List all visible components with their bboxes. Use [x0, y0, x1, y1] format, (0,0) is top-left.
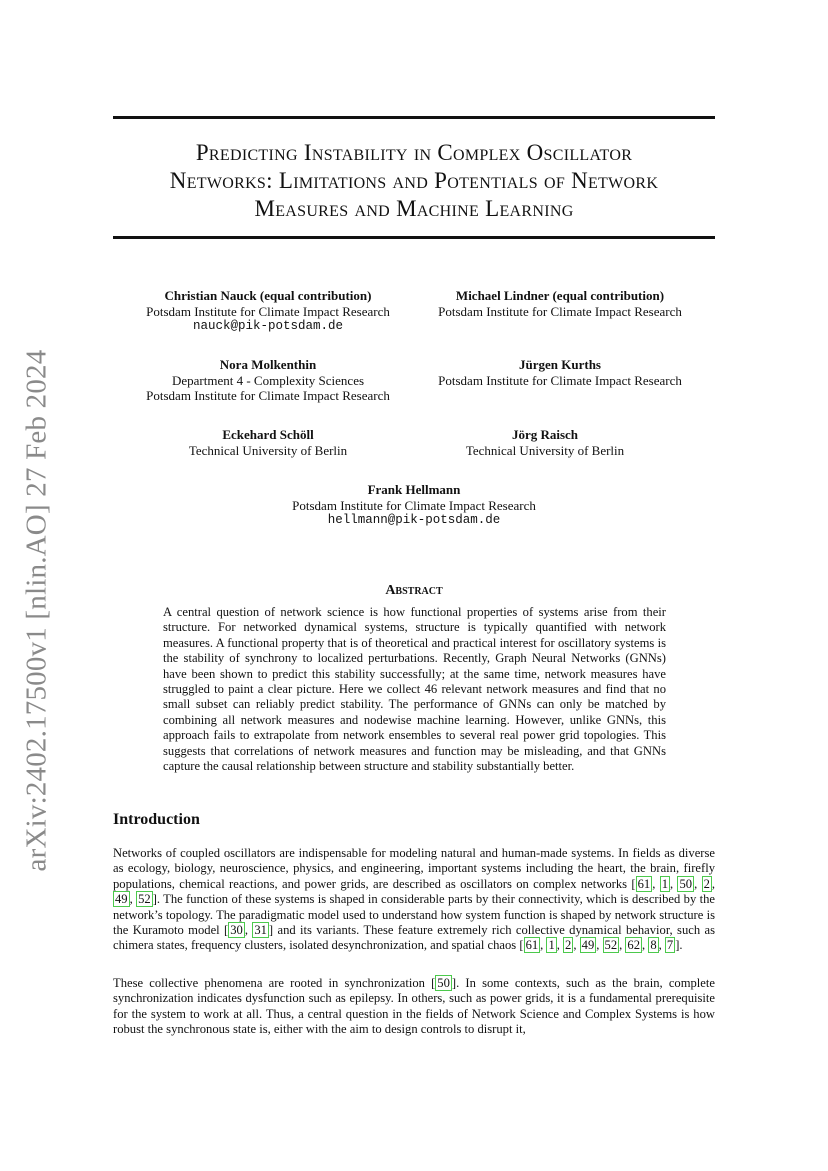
author-affiliation: Potsdam Institute for Climate Impact Research — [438, 303, 682, 319]
paragraph-text: , — [556, 938, 564, 953]
paragraph-text: , — [652, 876, 660, 891]
paragraph-text: , — [669, 876, 678, 891]
introduction-paragraph — [113, 846, 715, 954]
author-affiliation: Technical University of Berlin — [465, 442, 625, 458]
paragraph-text: Networks of coupled oscillators are indispensable for modeling natural and human-made systems. In fields as diverse as ecology, biology, neuroscience, physics, and engineering, important systems including the heart, the brain, firefly populations, chemical reactions, and power grids, are described as oscillators on complex networks [ — [113, 846, 715, 891]
author-block — [400, 357, 720, 388]
paragraph-text: , — [244, 923, 253, 938]
citation-link[interactable]: 61 — [637, 876, 651, 891]
title-line: Predicting Instability in Complex Oscillator — [195, 140, 633, 165]
author-affiliation: Potsdam Institute for Climate Impact Research — [438, 372, 682, 388]
paragraph-text: , — [596, 938, 603, 953]
author-affiliation: Department 4 - Complexity Sciences — [171, 372, 365, 388]
paragraph-text: , — [694, 876, 702, 891]
citation-link[interactable]: 1 — [548, 938, 555, 953]
abstract-heading: Abstract — [385, 583, 443, 598]
title-rule-top — [113, 116, 715, 119]
citation-link[interactable]: 49 — [115, 892, 128, 907]
paragraph-text: , — [619, 938, 626, 953]
author-name: Frank Hellmann — [367, 482, 461, 497]
author-block — [254, 482, 574, 529]
author-block — [400, 288, 720, 319]
author-name: Christian Nauck (equal contribution) — [164, 288, 372, 303]
author-block — [108, 357, 428, 404]
citation-link[interactable]: 7 — [666, 938, 674, 953]
paragraph-text: ]. The function of these systems is shaped in considerable parts by their connectivity, which is described by the network’s topology. The paradigmatic model used to understand how system function is shaped by network structure is the Kuramoto model [ — [113, 892, 715, 938]
title-line: Networks: Limitations and Potentials of Network — [169, 168, 659, 193]
citation-link[interactable]: 52 — [604, 938, 618, 953]
section-heading-introduction: Introduction — [113, 811, 200, 828]
author-block — [108, 288, 428, 335]
author-affiliation: Technical University of Berlin — [188, 442, 348, 458]
author-name: Jürgen Kurths — [519, 357, 601, 372]
citation-link[interactable]: 30 — [230, 923, 243, 938]
citation-link[interactable]: 1 — [661, 876, 668, 891]
author-email[interactable]: hellmann@pik-potsdam.de — [327, 513, 501, 527]
arxiv-identifier-text: arXiv:2402.17500v1 [nlin.AO] 27 Feb 2024 — [20, 349, 53, 871]
citation-link[interactable]: 2 — [565, 938, 572, 953]
citation-link[interactable]: 2 — [703, 876, 710, 891]
paragraph-text: ]. In some contexts, such as the brain, complete synchronization indicates dysfunction such as epilepsy. In others, such as power grids, it is a fundamental prerequisite for the system to work at all. Thus, a central question in the fields of Network Science and Complex Systems is how robust the synchronous state is, either with the aim to design controls to disrupt it, — [113, 976, 715, 1037]
paragraph-text: , — [573, 938, 580, 953]
citation-link[interactable]: 52 — [138, 892, 151, 907]
author-affiliation: Potsdam Institute for Climate Impact Research — [146, 303, 390, 319]
citation-link[interactable]: 50 — [437, 976, 450, 990]
citation-link[interactable]: 8 — [650, 938, 657, 953]
author-name: Eckehard Schöll — [222, 427, 314, 442]
author-email[interactable]: nauck@pik-potsdam.de — [192, 319, 344, 333]
citation-link[interactable]: 49 — [581, 938, 595, 953]
author-name: Jörg Raisch — [511, 427, 579, 442]
paragraph-text: , — [711, 876, 716, 891]
paragraph-text: , — [642, 938, 649, 953]
paragraph-text: , — [540, 938, 547, 953]
paper-title — [113, 139, 715, 223]
citation-link[interactable]: 31 — [254, 923, 267, 938]
author-affiliation: Potsdam Institute for Climate Impact Research — [146, 388, 390, 403]
paragraph-text: , — [658, 938, 665, 953]
introduction-paragraph — [113, 976, 715, 1038]
abstract-text: A central question of network science is how functional properties of systems arise from their structure. For networked dynamical systems, structure is typically quantified with network measures. A functional property that is of theoretical and practical interest for oscillatory systems is the stability of synchrony to localized perturbations. Recently, Graph Neural Networks (GNNs) have been shown to predict this stability successfully; at the same time, network measures have struggled to paint a clear picture. Here we collect 46 relevant network measures and find that no small subset can reliably predict stability. The performance of GNNs can only be matched by combining all network measures and nodewise machine learning. However, unlike GNNs, this approach fails to extrapolate from network ensembles to several real power grid topologies. This suggests that correlations of network measures and function may be misleading, and that GNNs capture the causal relationship between structure and stability substantially better. — [163, 605, 666, 774]
citation-link[interactable]: 61 — [525, 938, 539, 953]
paragraph-text: , — [129, 892, 137, 907]
arxiv-identifier-stamp — [12, 349, 62, 871]
citation-link[interactable]: 50 — [679, 876, 693, 891]
paragraph-text: ]. — [675, 938, 683, 953]
author-name: Michael Lindner (equal contribution) — [455, 288, 665, 303]
title-line: Measures and Machine Learning — [254, 196, 574, 221]
author-affiliation: Potsdam Institute for Climate Impact Research — [292, 497, 536, 513]
citation-link[interactable]: 62 — [627, 938, 641, 953]
author-block — [385, 427, 705, 458]
author-block — [108, 427, 428, 458]
paragraph-text: These collective phenomena are rooted in synchronization [ — [113, 976, 436, 990]
title-rule-bottom — [113, 236, 715, 239]
paragraph-text: ] and its variants. These feature extremely rich collective dynamical behavior, such as chimera states, frequency clusters, isolated desynchronization, and spatial chaos [ — [113, 923, 715, 953]
author-name: Nora Molkenthin — [219, 357, 317, 372]
